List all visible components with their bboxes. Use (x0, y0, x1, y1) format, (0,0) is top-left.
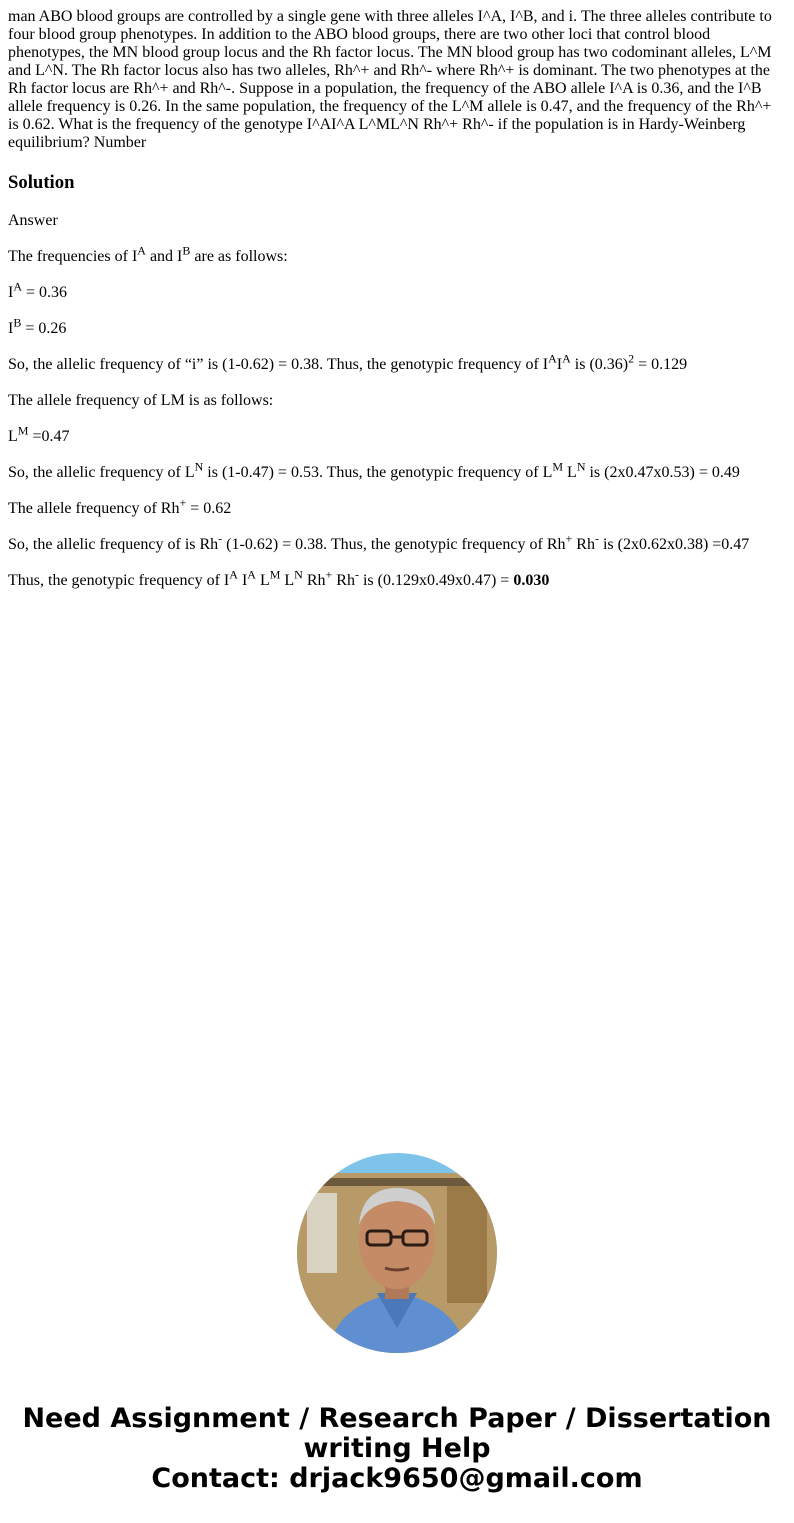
answer-label: Answer (8, 212, 58, 229)
solution-line-2: $I^A = 0.36$ (8, 279, 68, 301)
solution-line-4: So, the allelic frequency of “i” is (1-0.62) = 0.38. Thus, the genotypic frequency of $I^AI^A$ is $(0.36)^2 = 0.129$ (8, 351, 688, 373)
final-answer: 0.030 (513, 572, 550, 589)
solution-line-9: So, the allelic frequency of is Rh- (1-0.62) = 0.38. Thus, the genotypic frequency of Rh+ Rh- is (2x0.62x0.38) =0.47 (8, 531, 750, 553)
footer-banner (0, 1404, 794, 1494)
document-body (8, 8, 778, 608)
solution-line-1: The frequencies of $I^A$ and $I^B$ are as follows: (8, 243, 288, 265)
question-text: man ABO blood groups are controlled by a single gene with three alleles I^A, I^B, and i. The three alleles contribute to four blood group phenotypes. In addition to the ABO blood groups, there are two other loci that control blood phenotypes, the MN blood group locus and the Rh factor locus. The MN blood group has two codominant alleles, L^M and L^N. The Rh factor locus also has two alleles, Rh^+ and Rh^- where Rh^+ is dominant. The two phenotypes at the Rh factor locus are Rh^+ and Rh^-. Suppose in a population, the frequency of the ABO allele I^A is 0.36, and the I^B allele frequency is 0.26. In the same population, the frequency of the L^M allele is 0.47, and the frequency of the Rh^+ is 0.62. What is the frequency of the genotype I^AI^A L^ML^N Rh^+ Rh^- if the population is in Hardy-Weinberg equilibrium? Number (8, 8, 772, 151)
solution-line-7: So, the allelic frequency of $L^N$ is (1-0.47) = 0.53. Thus, the genotypic frequency of $L^M$ $L^N$ is (2x0.47x0.53) = 0.49 (8, 459, 740, 481)
author-avatar (297, 1153, 497, 1353)
author-photo (297, 1153, 497, 1353)
solution-line-8: The allele frequency of Rh+ = 0.62 (8, 495, 232, 517)
solution-line-3: $I^B = 0.26$ (8, 315, 67, 337)
footer-line-2: writing Help (303, 1433, 491, 1464)
solution-line-5: The allele frequency of LM is as follows: (8, 392, 274, 409)
solution-line-6: $L^M =0.47$ (8, 423, 70, 445)
footer-contact: Contact: drjack9650@gmail.com (151, 1463, 643, 1494)
solution-heading: Solution (8, 172, 75, 193)
solution-line-10: Thus, the genotypic frequency of $I^A$ $I^A$ $L^M$ $L^N$ Rh+ Rh- is (0.129x0.49x0.47) = 0.030 (8, 567, 550, 589)
footer-line-1: Need Assignment / Research Paper / Dissertation (22, 1403, 772, 1434)
